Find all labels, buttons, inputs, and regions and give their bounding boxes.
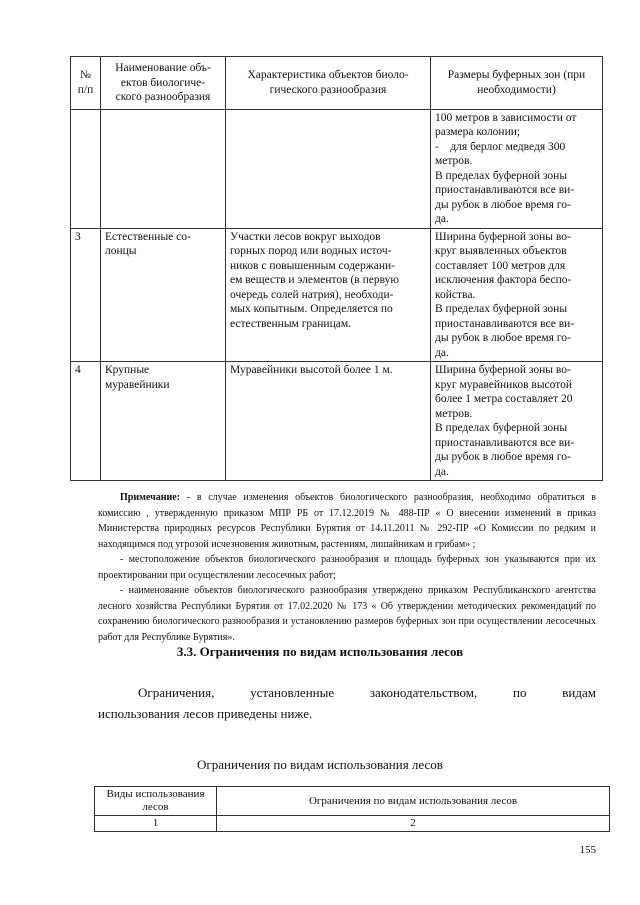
header-characteristic: Характеристика объектов биоло- гического разнообразия <box>226 57 431 110</box>
restrictions-table <box>94 786 610 832</box>
header-buffer: Размеры буферных зон (при необходимости) <box>431 57 603 110</box>
paragraph-line <box>98 682 596 703</box>
buffer-line: исключения фактора беспо- <box>435 274 572 286</box>
col-number: 2 <box>217 816 610 832</box>
note-paragraph: - местоположение объектов биологического разнообразия и площадь буферных зон указываются при их проектировании при осуществлении лесосечных работ; <box>98 554 596 581</box>
buffer-line: да. <box>435 346 449 359</box>
cell-characteristic: Участки лесов вокруг выходов горных пород или водных источ- ников с повышенным содержани- ем веществ и элементов (в первую очередь солей натрия), необходи- мых копытным. Определяется по естественным границам. <box>226 228 431 362</box>
buffer-line: круг выявленных объектов <box>435 245 567 257</box>
cell-buffer <box>431 109 603 228</box>
buffer-line: приостанавливаются все ви- <box>435 317 575 330</box>
buffer-line: В пределах буферной зоны <box>435 169 568 182</box>
note-paragraph: - наименование объектов биологического разнообразия утверждено приказом Республиканского агентства лесного хозяйства Республики Бурятия от 17.02.2020 № 173 « Об утверждении методических рекомендаций по сохранению биологического разнообразия и установлению размеров буферных зон при осуществлении лесосечных работ для Республике Бурятия». <box>98 585 596 643</box>
paragraph-word: Ограничения, <box>138 685 215 700</box>
buffer-line: да. <box>435 213 449 225</box>
buffer-line: приостанавливаются все ви- <box>435 436 575 449</box>
paragraph-word: установленные <box>250 685 335 700</box>
buffer-line: - для берлог медведя 300 <box>435 140 566 153</box>
buffer-line: составляет 100 метров для <box>435 259 566 272</box>
buffer-line: более 1 метра составляет 20 <box>435 393 573 405</box>
table-row <box>71 228 603 362</box>
buffer-line: размера колонии; <box>435 126 521 138</box>
note-paragraph <box>98 490 596 552</box>
page-number: 155 <box>579 844 596 856</box>
cell-characteristic: Муравейники высотой более 1 м. <box>226 362 431 481</box>
table-header-row <box>71 57 603 110</box>
note-label: Примечание: <box>120 492 181 503</box>
buffer-line: 100 метров в зависимости от <box>435 111 577 124</box>
buffer-line: ды рубок в любое время го- <box>435 198 571 211</box>
table-caption: Ограничения по видам использования лесов <box>197 757 443 772</box>
cell-name: Естественные со- лонцы <box>101 228 226 362</box>
biodiversity-table <box>70 56 603 481</box>
cell-num: 3 <box>71 228 101 362</box>
paragraph-word: видам <box>562 685 596 700</box>
buffer-line: В пределах буферной зоны <box>435 303 568 315</box>
col-number: 1 <box>95 816 217 832</box>
section-title: 3.3. Ограничения по видам использования лесов <box>176 644 464 659</box>
buffer-line: приостанавливаются все ви- <box>435 184 575 196</box>
buffer-line: В пределах буферной зоны <box>435 422 568 434</box>
table-row <box>95 816 610 832</box>
section-paragraph <box>98 682 596 724</box>
buffer-line: круг муравейников высотой <box>435 378 573 391</box>
header-num: № п/п <box>71 57 101 110</box>
buffer-line: метров. <box>435 407 473 420</box>
buffer-line: ды рубок в любое время го- <box>435 451 571 463</box>
buffer-line: метров. <box>435 155 473 167</box>
cell-num: 4 <box>71 362 101 481</box>
cell-num <box>71 109 101 228</box>
cell-characteristic <box>226 109 431 228</box>
note-block <box>98 490 596 645</box>
buffer-line: Ширина буферной зоны во- <box>435 230 571 243</box>
header-restrictions: Ограничения по видам использования лесов <box>217 787 610 816</box>
paragraph-word: законодательством, <box>369 685 478 700</box>
buffer-line: ды рубок в любое время го- <box>435 332 571 344</box>
cell-buffer <box>431 362 603 481</box>
paragraph-word: по <box>512 685 527 700</box>
cell-buffer <box>431 228 603 362</box>
buffer-line: Ширина буферной зоны во- <box>435 364 571 376</box>
table-row <box>71 109 603 228</box>
table-header-row <box>95 787 610 816</box>
header-use-types: Виды использования лесов <box>95 787 217 816</box>
buffer-line: да. <box>435 465 449 478</box>
cell-name: Крупные муравейники <box>101 362 226 481</box>
cell-name <box>101 109 226 228</box>
buffer-line: койства. <box>435 288 476 301</box>
note-text: - в случае изменения объектов биологического разнообразия, необходимо обратиться в комиссию , утвержденную приказом МПР РБ от 17.12.2019 № 488-ПР « О внесении изменений в приказ Министерства природных ресурсов Республики Бурятия от 14.11.2011 № 292-ПР «О Комиссии по редким и находящимся под угрозой исчезновения животным, растениям, лишайникам и грибам» ; <box>98 492 596 550</box>
header-name: Наименование объ- ектов биологиче- ского разнообразия <box>101 57 226 110</box>
table-row <box>71 362 603 481</box>
paragraph-line: использования лесов приведены ниже. <box>98 706 313 721</box>
